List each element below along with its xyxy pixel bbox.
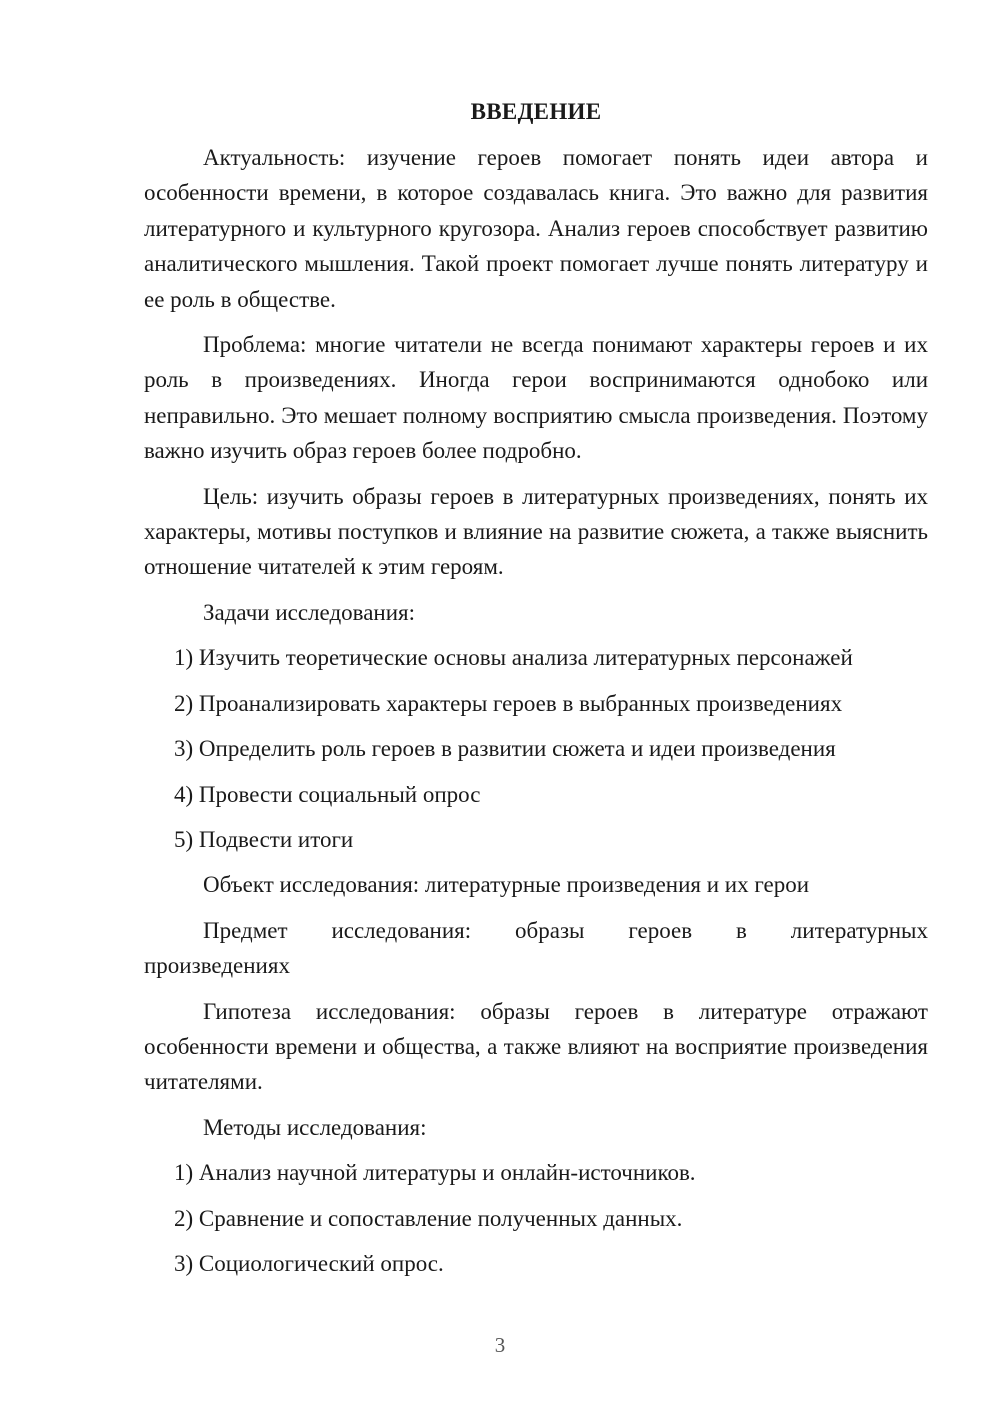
list-item: 3) Определить роль героев в развитии сюжета и идеи произведения [174,736,836,762]
object-paragraph: Объект исследования: литературные произведения и их герои [203,872,810,898]
subject-paragraph [144,913,928,984]
subject-word: литературных [790,917,928,943]
subject-word: в [736,917,747,943]
subject-word: героев [628,917,693,943]
list-item: 2) Сравнение и сопоставление полученных данных. [174,1205,683,1231]
subject-first-line [144,913,928,948]
section-title: ВВЕДЕНИЕ [470,99,602,124]
list-item: 1) Анализ научной литературы и онлайн-источников. [174,1160,696,1186]
list-item: 5) Подвести итоги [174,826,354,852]
subject-word: образы [515,917,585,943]
list-item: 2) Проанализировать характеры героев в выбранных произведениях [174,690,843,716]
goal-paragraph: Цель: изучить образы героев в литературных произведениях, понять их характеры, мотивы поступков и влияние на развитие сюжета, а также выяснить отношение читателей к этим героям. [144,483,928,580]
page-content [144,94,928,1291]
list-item: 3) Социологический опрос. [174,1250,444,1276]
tasks-heading: Задачи исследования: [203,599,416,625]
methods-list [144,1155,928,1281]
problem-paragraph: Проблема: многие читатели не всегда понимают характеры героев и их роль в произведениях. Иногда герои воспринимаются однобоко или неправильно. Это мешает полному восприятию смысла произведения. Поэтому важно изучить образ героев более подробно. [144,332,928,464]
page-number: 3 [494,1333,506,1357]
list-item: 1) Изучить теоретические основы анализа литературных персонажей [174,645,853,671]
subject-continuation: произведениях [144,953,290,979]
actuality-paragraph: Актуальность: изучение героев помогает понять идеи автора и особенности времени, в которое создавалась книга. Это важно для развития литературного и культурного кругозора. Анализ героев способствует развитию аналитического мышления. Такой проект помогает лучше понять литературу и ее роль в обществе. [144,145,928,312]
subject-word: Предмет [203,917,288,943]
tasks-list [144,640,928,857]
hypothesis-paragraph: Гипотеза исследования: образы героев в литературе отражают особенности времени и общества, а также влияют на восприятие произведения читателями. [144,998,928,1095]
list-item: 4) Провести социальный опрос [174,781,481,807]
subject-word: исследования: [331,917,472,943]
methods-heading: Методы исследования: [203,1114,427,1140]
